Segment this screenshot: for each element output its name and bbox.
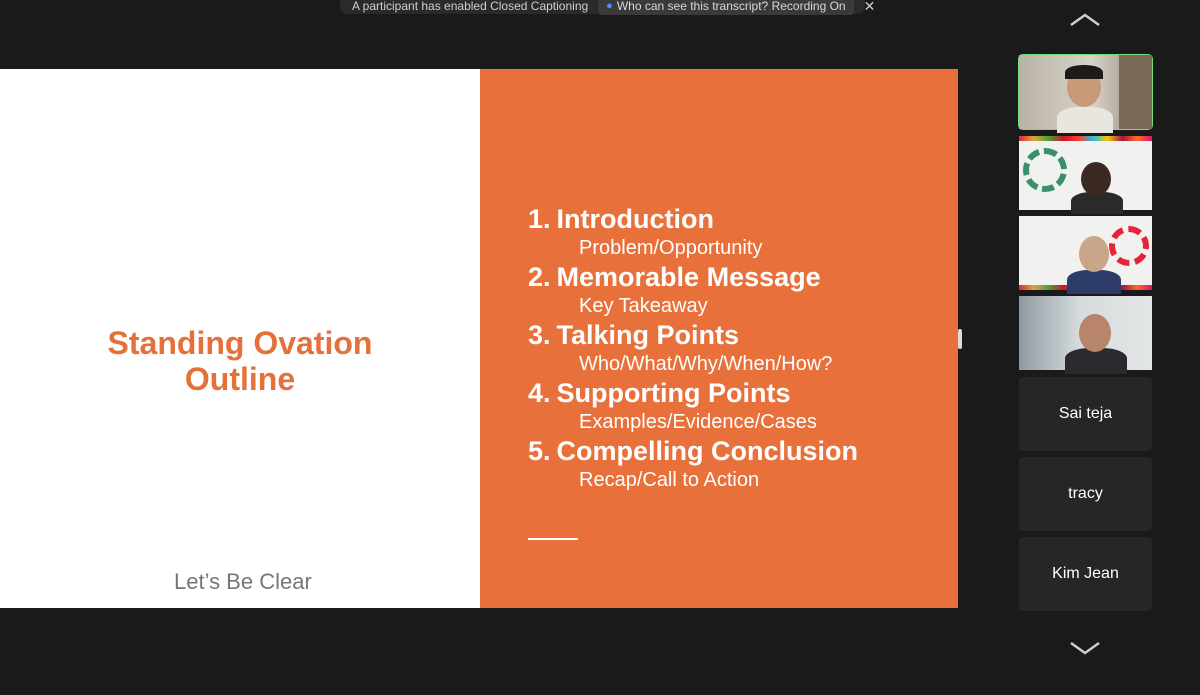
- participant-video-tile[interactable]: [1019, 136, 1152, 210]
- outline-subtext: Key Takeaway: [579, 295, 708, 317]
- participant-head: [1079, 314, 1111, 352]
- speaker-body: [1057, 107, 1113, 133]
- outline-item: [528, 203, 858, 261]
- outline-number: 3.: [528, 320, 551, 350]
- participant-video-tile[interactable]: [1019, 296, 1152, 370]
- bookshelf: [1119, 55, 1152, 129]
- outline-item: [528, 435, 858, 493]
- participant-name-tile[interactable]: [1019, 537, 1152, 611]
- slide-title-line2: Outline: [184, 361, 296, 397]
- outline-heading: Introduction: [556, 204, 714, 234]
- participant-name-tile[interactable]: [1019, 377, 1152, 451]
- outline-subtext: Recap/Call to Action: [579, 469, 760, 491]
- caption-notification-message: A participant has enabled Closed Captioning: [352, 0, 589, 13]
- outline-number: 4.: [528, 378, 551, 408]
- outline-heading: Supporting Points: [556, 378, 791, 408]
- outline-subtext: Examples/Evidence/Cases: [579, 411, 817, 433]
- shared-slide: [0, 69, 958, 608]
- slide-divider: [528, 538, 578, 540]
- outline-heading: Memorable Message: [556, 262, 821, 292]
- participant-video-tile[interactable]: [1019, 216, 1152, 290]
- participant-head: [1081, 162, 1111, 196]
- outline-number: 5.: [528, 436, 551, 466]
- transcript-visibility-button[interactable]: [598, 0, 853, 15]
- participant-name: Kim Jean: [1052, 565, 1119, 582]
- sdg-wheel: [1109, 226, 1149, 266]
- slide-title: [0, 325, 480, 397]
- outline-item: [528, 377, 858, 435]
- speaker-video-tile[interactable]: [1019, 55, 1152, 129]
- outline-item: [528, 261, 858, 319]
- caption-notification-bar: [340, 0, 876, 14]
- outline-subtext: Problem/Opportunity: [579, 237, 763, 259]
- outline-item: [528, 319, 858, 377]
- cc-icon: ●: [606, 0, 613, 12]
- outline-subtext: Who/What/Why/When/How?: [579, 353, 833, 375]
- slide-footer: Let’s Be Clear: [174, 569, 312, 594]
- outline-list: [528, 203, 858, 493]
- headphones: [1065, 65, 1103, 79]
- outline-heading: Talking Points: [556, 320, 740, 350]
- slide-right-panel: [480, 69, 958, 608]
- sdg-wheel: [1023, 148, 1067, 192]
- participant-head: [1079, 236, 1109, 272]
- slide-title-line1: Standing Ovation: [107, 325, 373, 361]
- participant-name: Sai teja: [1058, 405, 1113, 422]
- participant-name: tracy: [1068, 485, 1103, 502]
- slide-left-panel: [0, 69, 480, 608]
- transcript-visibility-label: Who can see this transcript? Recording On: [616, 0, 846, 13]
- participant-body: [1067, 270, 1121, 294]
- chevron-up-icon[interactable]: [1067, 10, 1103, 30]
- outline-number: 1.: [528, 204, 551, 234]
- outline-number: 2.: [528, 262, 551, 292]
- close-icon[interactable]: ✕: [863, 0, 876, 14]
- outline-heading: Compelling Conclusion: [556, 436, 859, 466]
- participant-name-tile[interactable]: [1019, 457, 1152, 531]
- chevron-down-icon[interactable]: [1067, 638, 1103, 658]
- splitter-handle[interactable]: [958, 329, 962, 349]
- sdg-banner: [1019, 136, 1152, 141]
